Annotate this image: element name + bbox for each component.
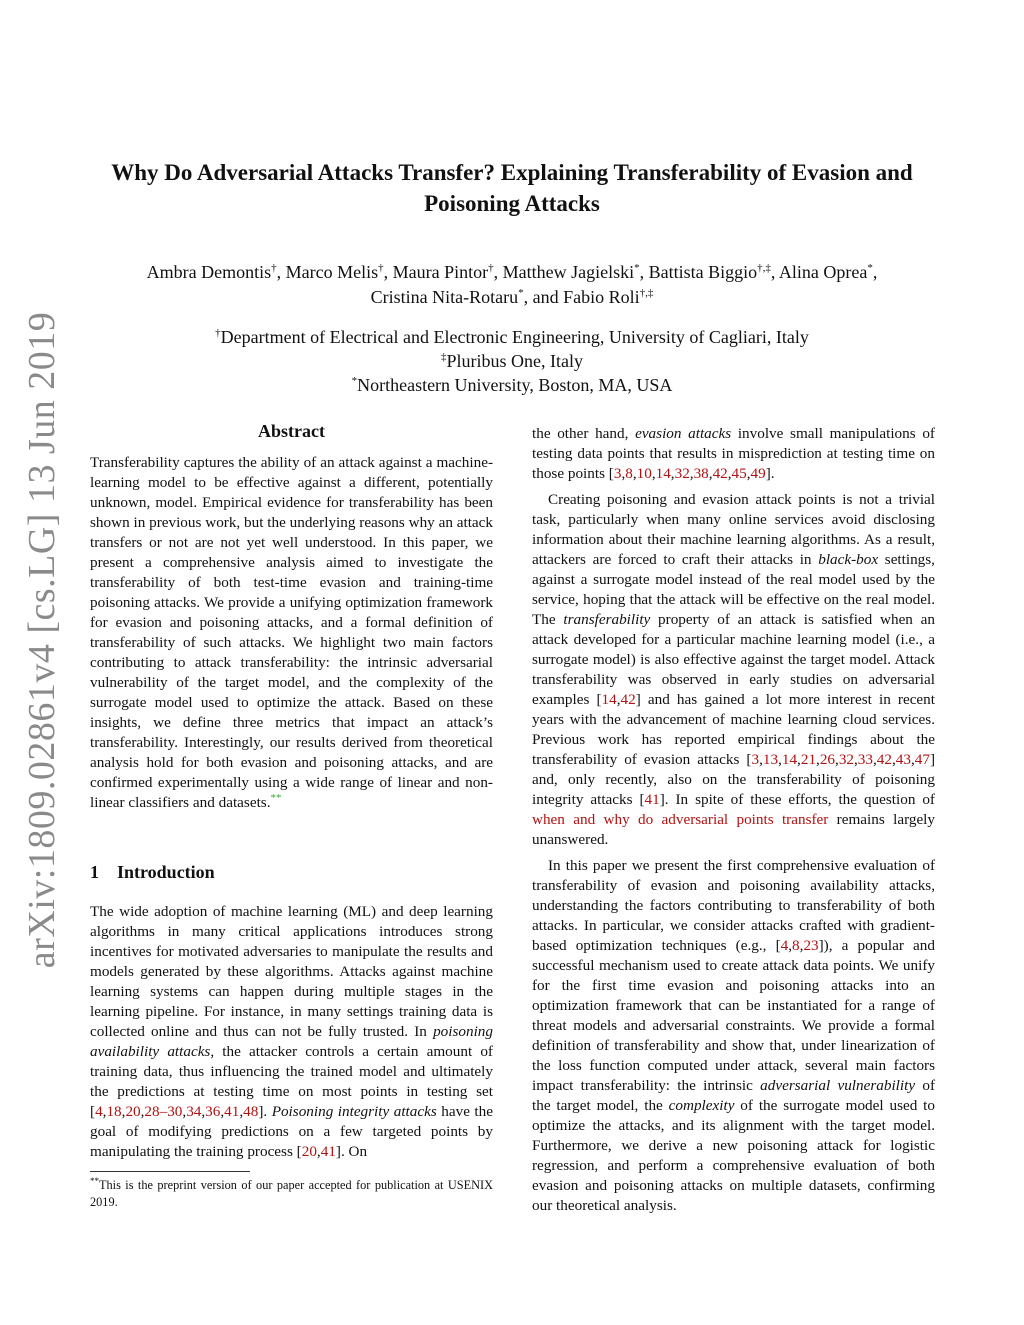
citation-link[interactable]: 49 <box>750 465 766 482</box>
paragraph: Creating poisoning and evasion attack points is not a trivial task, particularly when many online services avoid disclosing information about their machine learning algorithms. As a result, attackers are forced to craft their attacks in black-box settings, against a surrogate model instead of the real model used by the service, hoping that the attack will be effective on the real model. The transferability property of an attack is satisfied when an attack developed for a particular machine learning model (i.e., a surrogate model) is also effective against the target model. Attack transferability was observed in early studies on adversarial examples [14,42] and has gained a lot more interest in recent years with the advancement of machine learning cloud services. Previous work has reported empirical findings about the transferability of evasion attacks [3,13,14,21,26,32,33,42,43,47] and, only recently, also on the transferability of poisoning integrity attacks [41]. In spite of these efforts, the question of when and why do adversarial points transfer remains largely unanswered. <box>532 491 935 848</box>
citation-link[interactable]: 32 <box>838 751 854 768</box>
arxiv-identifier-text: arXiv:1809.02861v4 [cs.LG] 13 Jun 2019 <box>21 311 64 969</box>
paragraph: In this paper we present the first comprehensive evaluation of transferability of evasion and poisoning availability attacks, understanding the factors contributing to transferability of both attacks. In particular, we consider attacks crafted with gradient-based optimization techniques (e.g., [4,8,23]), a popular and successful mechanism used to create attack data points. We unify for the first time evasion and poisoning attacks into an optimization framework that can be instantiated for a range of threat models and adversarial constraints. We provide a formal definition of transferability and show that, under linearization of the loss function computed under attack, several main factors impact transferability: the intrinsic adversarial vulnerability of the target model, the complexity of the surrogate model used to optimize the attacks, and its alignment with the target model. Furthermore, we derive a new poisoning attack for logistic regression, and perform a comprehensive evaluation of both evasion and poisoning attacks on multiple datasets, confirming our theoretical analysis. <box>532 857 936 1214</box>
citation-link[interactable]: when and why do adversarial points transfer <box>532 811 829 828</box>
abstract-body <box>90 453 493 813</box>
citation-link[interactable]: 3 <box>613 465 622 482</box>
citation-link[interactable]: 20 <box>301 1143 317 1160</box>
citation-link[interactable]: 41 <box>320 1143 336 1160</box>
abstract-paragraph: Transferability captures the ability of an attack against a machine-learning model to be effective against a different, potentially unknown, model. Empirical evidence for transferability has been shown in previous work, but the underlying reasons why an attack transfers or not are not yet well understood. In this paper, we present a comprehensive analysis aimed to investigate the transferability of both test-time evasion and training-time poisoning attacks. We provide a unifying optimization framework for evasion and poisoning attacks, and a formal definition of transferability of such attacks. We highlight two main factors contributing to attack transferability: the intrinsic adversarial vulnerability of the target model, and the complexity of the surrogate model used to optimize the attack. Based on these insights, we define three metrics that impact an attack’s transferability. Interestingly, our results derived from theoretical analysis hold for both evasion and poisoning attacks, and are confirmed experimentally using a wide range of linear and non-linear classifiers and datasets.** <box>90 454 493 811</box>
citation-link[interactable]: 18 <box>106 1103 122 1120</box>
citation-link[interactable]: 28–30 <box>144 1103 183 1120</box>
citation-link[interactable]: 21 <box>800 751 817 768</box>
footnote: **This is the preprint version of our paper accepted for publication at USENIX 2019. <box>90 1175 493 1209</box>
author: and Fabio Roli†,‡ <box>532 287 654 307</box>
footnote-divider <box>90 1171 250 1172</box>
citation-link[interactable]: 14 <box>601 691 617 708</box>
citation-link[interactable]: 14 <box>781 751 798 768</box>
introduction-left-column <box>90 902 493 1162</box>
citation-link[interactable]: 33 <box>857 751 873 768</box>
paper-title: Why Do Adversarial Attacks Transfer? Explaining Transferability of Evasion and Poisoning Attacks <box>111 160 913 216</box>
citation-link[interactable]: 45 <box>731 465 747 482</box>
author-list: Ambra Demontis†, Marco Melis†, Maura Pintor†, Matthew Jagielski*, Battista Biggio†,‡, Alina Oprea*, Cristina Nita-Rotaru*, and Fabio Roli†,‡ <box>146 262 878 307</box>
paragraph: The wide adoption of machine learning (ML) and deep learning algorithms in many critical applications introduces strong incentives for motivated adversaries to manipulate the results and models generated by these algorithms. Attacks against machine learning systems can happen during multiple stages in the learning pipeline. For instance, in many settings training data is collected online and thus can not be fully trusted. In poisoning availability attacks, the attacker controls a certain amount of training data, thus influencing the trained model and ultimately the predictions at testing time on most points in testing set [4,18,20,28–30,34,36,41,48]. Poisoning integrity attacks have the goal of modifying predictions on a few targeted points by manipulating the training process [20,41]. On <box>90 903 493 1160</box>
author: Matthew Jagielski* <box>502 262 640 282</box>
abstract-heading: Abstract <box>258 421 325 441</box>
citation-link[interactable]: 26 <box>819 751 836 768</box>
footnote-marker[interactable]: ** <box>270 791 282 804</box>
author: Alina Oprea* <box>778 262 873 282</box>
affiliation: ‡Pluribus One, Italy <box>441 351 583 371</box>
citation-link[interactable]: 34 <box>186 1103 202 1120</box>
citation-link[interactable]: 38 <box>693 465 709 482</box>
citation-link[interactable]: 23 <box>803 937 819 954</box>
citation-link[interactable]: 13 <box>762 751 779 768</box>
author: Ambra Demontis† <box>146 262 277 282</box>
citation-link[interactable]: 14 <box>655 465 671 482</box>
section-heading-introduction: 1 Introduction <box>90 862 215 882</box>
affiliation: †Department of Electrical and Electronic Engineering, University of Cagliari, Italy <box>215 327 809 347</box>
introduction-right-column <box>532 424 935 1216</box>
arxiv-identifier-stamp <box>12 311 72 969</box>
citation-link[interactable]: 8 <box>792 937 800 954</box>
citation-link[interactable]: 10 <box>636 465 652 482</box>
author: Battista Biggio†,‡ <box>648 262 771 282</box>
citation-link[interactable]: 36 <box>205 1103 221 1120</box>
citation-link[interactable]: 48 <box>243 1103 259 1120</box>
citation-link[interactable]: 42 <box>712 465 728 482</box>
citation-link[interactable]: 4 <box>780 937 789 954</box>
author: Maura Pintor† <box>392 262 494 282</box>
citation-link[interactable]: 41 <box>224 1103 240 1120</box>
citation-link[interactable]: 20 <box>125 1103 141 1120</box>
paragraph: the other hand, evasion attacks involve small manipulations of testing data points that results in misprediction at testing time on those points [3,8,10,14,32,38,42,45,49]. <box>532 425 935 482</box>
citation-link[interactable]: 47 <box>914 751 930 768</box>
citation-link[interactable]: 43 <box>895 751 911 768</box>
citation-link[interactable]: 42 <box>876 751 892 768</box>
citation-link[interactable]: 8 <box>625 465 633 482</box>
citation-link[interactable]: 3 <box>751 751 760 768</box>
affiliation-list <box>80 325 944 397</box>
citation-link[interactable]: 4 <box>95 1103 103 1120</box>
citation-link[interactable]: 32 <box>674 465 690 482</box>
author: Marco Melis† <box>285 262 384 282</box>
citation-link[interactable]: 41 <box>644 791 660 808</box>
affiliation: *Northeastern University, Boston, MA, USA <box>351 375 673 395</box>
citation-link[interactable]: 42 <box>620 691 636 708</box>
author: Cristina Nita-Rotaru* <box>370 287 524 307</box>
